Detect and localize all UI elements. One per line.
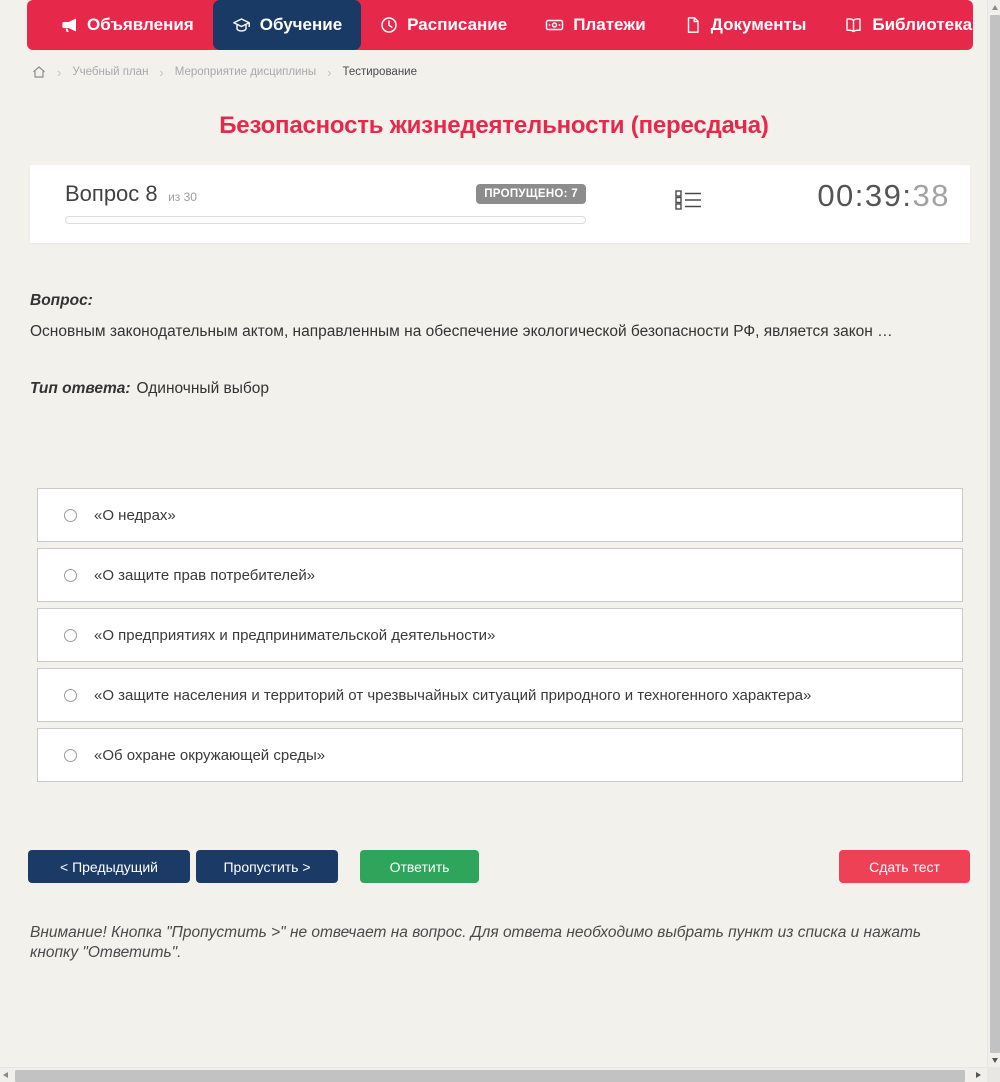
answer-option-label: «О предприятиях и предпринимательской деятельности»	[94, 626, 496, 644]
scrollbar-corner	[987, 1067, 1000, 1082]
question-progress-block	[65, 181, 586, 224]
horizontal-scrollbar-thumb[interactable]	[15, 1070, 965, 1082]
horizontal-scrollbar[interactable]	[0, 1067, 987, 1082]
book-icon	[844, 16, 863, 34]
answer-option-label: «О недрах»	[94, 506, 176, 524]
answer-option-label: «Об охране окружающей среды»	[94, 746, 326, 764]
question-text: Основным законодательным актом, направленным на обеспечение экологической безопасности РФ, является закон …	[30, 323, 893, 340]
nav-item-label: Расписание	[407, 15, 508, 34]
vertical-scrollbar-thumb[interactable]	[990, 15, 1000, 1053]
nav-item-label: Библиотека	[872, 15, 973, 34]
nav-item-documents[interactable]	[665, 0, 826, 50]
question-label: Вопрос:	[30, 292, 93, 309]
nav-item-label: Объявления	[87, 15, 194, 34]
skip-button[interactable]: Пропустить >	[196, 850, 338, 883]
nav-item-label: Документы	[710, 15, 807, 34]
radio-button[interactable]	[64, 689, 77, 702]
document-icon	[684, 16, 702, 34]
progress-bar	[65, 216, 586, 224]
page-title: Безопасность жизнедеятельности (пересдача)	[219, 112, 769, 139]
radio-button[interactable]	[64, 509, 77, 522]
answer-options	[37, 488, 963, 788]
nav-item-payments[interactable]	[526, 0, 665, 50]
wallet-icon	[545, 16, 564, 34]
graduation-cap-icon	[232, 16, 251, 35]
skipped-badge: ПРОПУЩЕНО: 7	[476, 184, 586, 204]
nav-item-learning[interactable]	[213, 0, 361, 50]
scroll-down-arrow-icon[interactable]	[992, 1058, 998, 1063]
answer-type-label: Тип ответа:	[30, 380, 131, 397]
question-counter	[65, 181, 197, 207]
scroll-left-arrow-icon[interactable]	[3, 1072, 8, 1078]
breadcrumb-item-testing: Тестирование	[342, 66, 417, 78]
home-icon[interactable]	[32, 65, 46, 79]
question-header-card	[30, 165, 970, 243]
question-block	[30, 292, 942, 398]
question-list-icon[interactable]	[675, 190, 702, 215]
footer-note: Внимание! Кнопка "Пропустить >" не отвечает на вопрос. Для ответа необходимо выбрать пункт из списка и нажать кнопку "Ответить".	[30, 924, 922, 961]
question-total: из 30	[168, 190, 197, 204]
answer-button[interactable]: Ответить	[360, 850, 479, 883]
timer	[817, 178, 950, 214]
answer-type-row	[30, 380, 942, 398]
actions-row	[28, 850, 970, 883]
answer-option-label: «О защите населения и территорий от чрезвычайных ситуаций природного и техногенного характера»	[94, 686, 812, 704]
nav-item-schedule[interactable]	[361, 0, 526, 50]
radio-button[interactable]	[64, 749, 77, 762]
timer-seconds: 38	[912, 178, 950, 213]
chevron-right-icon: ›	[57, 64, 62, 80]
breadcrumb-item-curriculum[interactable]: Учебный план	[72, 66, 149, 78]
radio-button[interactable]	[64, 629, 77, 642]
answer-option-label: «О защите прав потребителей»	[94, 566, 316, 584]
timer-main: 00:39:	[817, 178, 913, 213]
chevron-right-icon: ›	[327, 64, 332, 80]
answer-type-value: Одиночный выбор	[136, 380, 270, 397]
radio-button[interactable]	[64, 569, 77, 582]
clock-icon	[380, 16, 398, 34]
top-navbar	[27, 0, 973, 50]
answer-option-5[interactable]	[37, 728, 963, 782]
answer-option-4[interactable]	[37, 668, 963, 722]
answer-option-1[interactable]	[37, 488, 963, 542]
vertical-scrollbar[interactable]	[987, 0, 1000, 1067]
nav-item-library[interactable]	[825, 0, 1000, 50]
scroll-right-arrow-icon[interactable]	[976, 1072, 981, 1078]
answer-option-2[interactable]	[37, 548, 963, 602]
answer-option-3[interactable]	[37, 608, 963, 662]
submit-test-button[interactable]: Сдать тест	[839, 850, 970, 883]
megaphone-icon	[60, 16, 78, 34]
breadcrumb-item-discipline-event[interactable]: Мероприятие дисциплины	[174, 66, 317, 78]
question-number: Вопрос 8	[65, 181, 158, 206]
breadcrumb	[32, 62, 417, 82]
nav-item-announcements[interactable]	[41, 0, 213, 50]
nav-item-label: Обучение	[259, 15, 343, 34]
previous-button[interactable]: < Предыдущий	[28, 850, 190, 883]
chevron-right-icon: ›	[159, 64, 164, 80]
scroll-up-arrow-icon[interactable]	[992, 5, 998, 10]
nav-item-label: Платежи	[573, 15, 646, 34]
